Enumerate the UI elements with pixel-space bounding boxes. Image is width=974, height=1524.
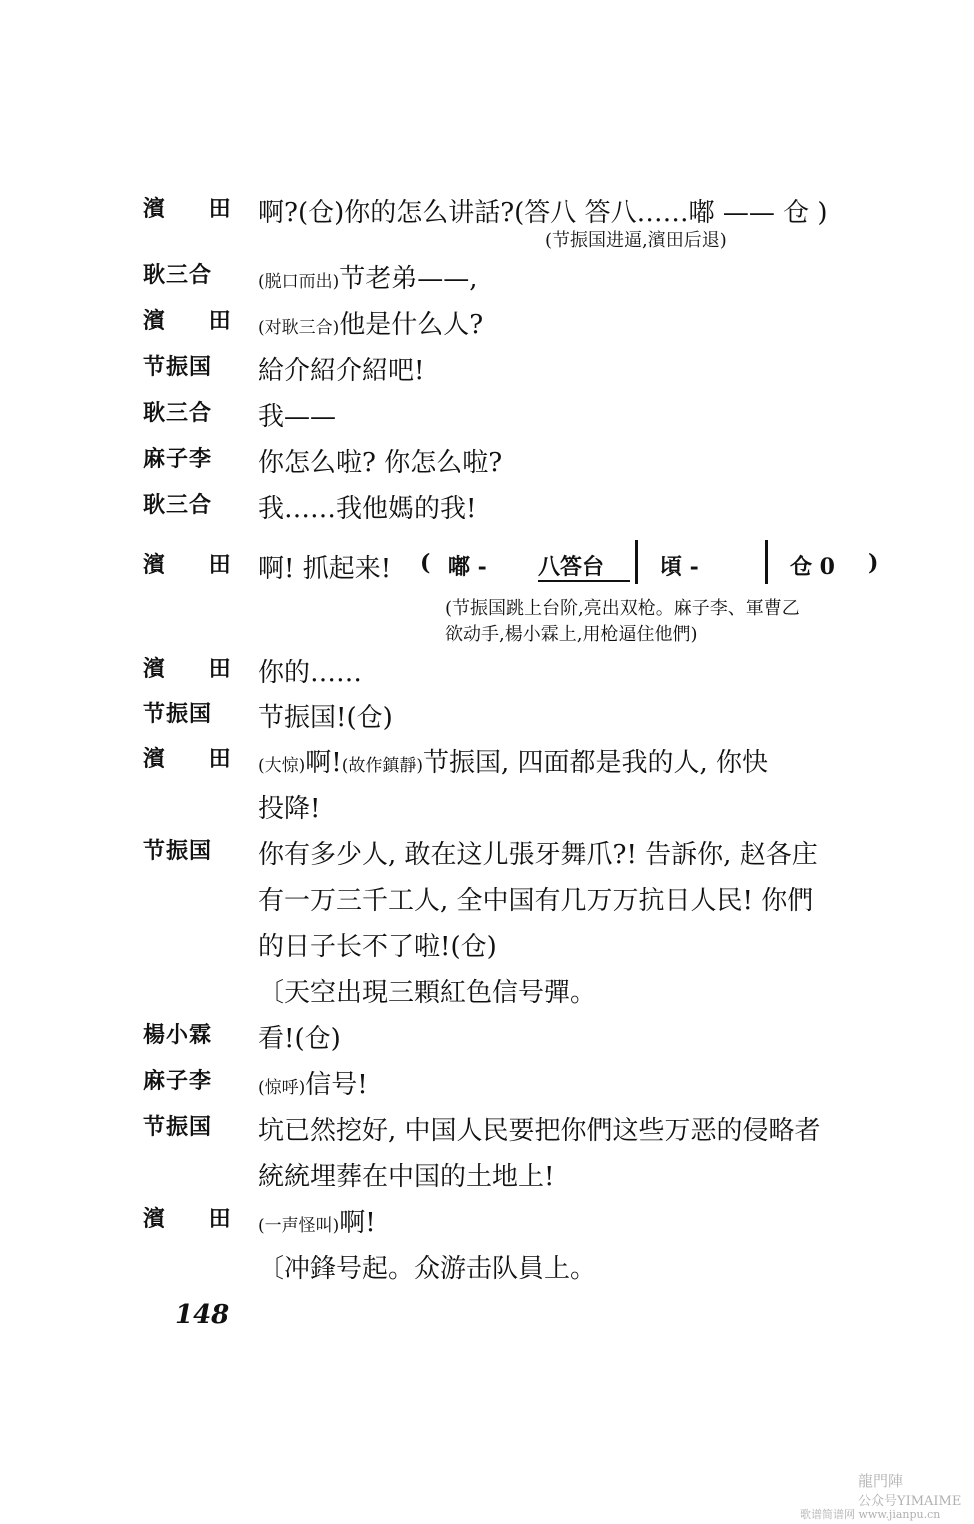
dialogue-text: 給介紹介紹吧!: [258, 356, 425, 386]
dialogue-text: 你有多少人, 敢在这儿張牙舞爪?! 告訴你, 赵各庄: [258, 840, 818, 870]
dialogue-line: [0, 1110, 974, 1156]
score-measure-2: 頃 -: [660, 554, 699, 580]
dialogue-text: 你的……: [258, 658, 363, 688]
dialogue-text: [258, 304, 483, 341]
speaker-name: 节振国: [143, 1114, 213, 1140]
dialogue-text: 啊?(仓)你的怎么讲話?(答八 答八……嘟 —— 仓 ): [258, 198, 828, 228]
speaker-name: 节振国: [143, 701, 213, 727]
dialogue-text: 啊! 抓起来!: [258, 554, 392, 584]
dialogue-line: [0, 488, 974, 534]
speaker-name: 濱 田: [143, 308, 249, 334]
speaker-name: 濱 田: [143, 196, 249, 222]
speaker-name: 楊小霖: [143, 1022, 213, 1048]
speaker-name: 濱 田: [143, 552, 249, 578]
dialogue-line: [0, 1018, 974, 1064]
dialogue-text: [258, 1202, 376, 1239]
speaker-name: 濱 田: [143, 1206, 249, 1232]
speech: 节老弟——,: [339, 264, 478, 294]
dialogue-text: 我……我他媽的我!: [258, 494, 477, 524]
dialogue-text: 看!(仓): [258, 1024, 341, 1054]
action-note: (故作鎮靜): [341, 756, 423, 776]
dialogue-text: [258, 1064, 368, 1101]
action-note: (脱口而出): [258, 272, 340, 292]
stage-direction: (节振国进逼,濱田后退): [545, 230, 727, 251]
score-measure-1b: 八答台: [538, 554, 605, 580]
stage-direction: (节振国跳上台阶,亮出双枪。麻子李、軍曹乙: [445, 598, 800, 619]
speaker-name: 濱 田: [143, 656, 249, 682]
action-note: (对耿三合): [258, 318, 340, 338]
score-open-paren: (: [420, 550, 431, 576]
dialogue-continuation: 的日子长不了啦!(仓): [258, 932, 497, 962]
speech: 啊!: [305, 748, 342, 778]
stage-direction: 〔冲鋒号起。众游击队員上。: [258, 1254, 597, 1284]
dialogue-line: [0, 697, 974, 743]
stage-direction: 〔天空出現三顆紅色信号彈。: [258, 978, 597, 1008]
action-note: (惊呼): [258, 1078, 306, 1098]
dialogue-line: [0, 304, 974, 350]
dialogue-line: [0, 1064, 974, 1110]
speech: 他是什么人?: [339, 310, 484, 340]
dialogue-line: [0, 834, 974, 880]
speech: 啊!: [339, 1208, 376, 1238]
dialogue-line: [0, 742, 974, 788]
dialogue-line: [0, 192, 974, 238]
speaker-name: 麻子李: [143, 1068, 213, 1094]
dialogue-text: 我——: [258, 402, 337, 432]
dialogue-text: [258, 258, 478, 295]
speech: 信号!: [305, 1070, 368, 1100]
dialogue-text: 节振国!(仓): [258, 703, 393, 733]
dialogue-text: 坑已然挖好, 中国人民要把你們这些万恶的侵略者: [258, 1116, 821, 1146]
speaker-name: 节振国: [143, 838, 213, 864]
dialogue-text: 你怎么啦? 你怎么啦?: [258, 448, 503, 478]
speaker-name: 耿三合: [143, 400, 213, 426]
watermark-logo: 龍門陣: [858, 1472, 904, 1490]
score-barline: [765, 540, 768, 584]
score-barline: [635, 540, 638, 584]
score-underline: [538, 580, 630, 582]
action-note: (一声怪叫): [258, 1216, 340, 1236]
speaker-name: 濱 田: [143, 746, 249, 772]
dialogue-line: [0, 258, 974, 304]
speaker-name: 麻子李: [143, 446, 213, 472]
page-number: 148: [175, 1300, 230, 1330]
speech: 节振国, 四面都是我的人, 你快: [422, 748, 769, 778]
score-close-paren: ): [868, 550, 879, 576]
dialogue-continuation: 投降!: [258, 794, 321, 824]
action-note: (大惊): [258, 756, 306, 776]
speaker-name: 耿三合: [143, 262, 213, 288]
dialogue-continuation: 統統埋葬在中国的土地上!: [258, 1162, 555, 1192]
score-measure-3: 仓 0: [790, 554, 835, 580]
dialogue-line: [0, 1202, 974, 1248]
dialogue-line: [0, 350, 974, 396]
speaker-name: 节振国: [143, 354, 213, 380]
speaker-name: 耿三合: [143, 492, 213, 518]
watermark-text: 歌谱简谱网 www.jianpu.cn: [800, 1508, 941, 1521]
dialogue-text: [258, 742, 768, 779]
dialogue-line: [0, 652, 974, 698]
percussion-score: [420, 540, 890, 590]
watermark-text: 公众号YIMAIME: [858, 1494, 962, 1509]
dialogue-continuation: 有一万三千工人, 全中国有几万万抗日人民! 你們: [258, 886, 814, 916]
dialogue-line: [0, 396, 974, 442]
score-measure-1a: 嘟 -: [448, 554, 487, 580]
stage-direction: 欲动手,楊小霖上,用枪逼住他們): [445, 624, 698, 645]
dialogue-line: [0, 442, 974, 488]
